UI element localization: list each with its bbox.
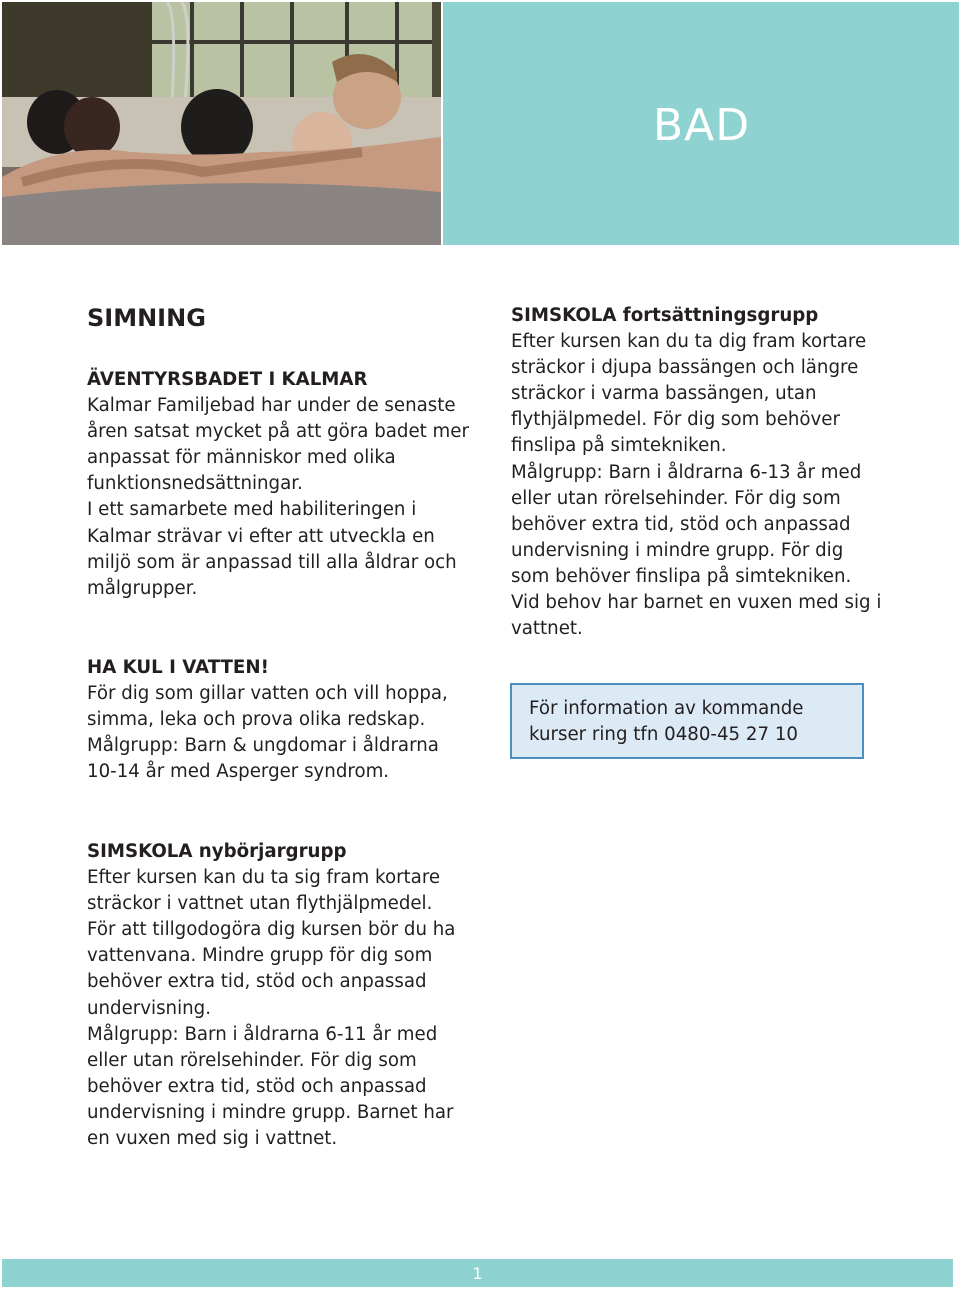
aventyrsbadet-heading: ÄVENTYRSBADET I KALMAR <box>87 369 368 390</box>
info-box <box>510 683 864 759</box>
page-number: 1 <box>472 1264 483 1283</box>
body-line: 10-14 år med Asperger syndrom. <box>87 761 390 783</box>
info-line: För information av kommande <box>529 698 804 719</box>
body-line: flythjälpmedel. För dig som behöver <box>511 409 840 431</box>
body-line: undervisning i mindre grupp. Barnet har <box>87 1101 454 1123</box>
body-line: behöver extra tid, stöd och anpassad <box>87 1075 427 1097</box>
body-line: funktionsnedsättningar. <box>87 473 303 495</box>
body-line: sträckor i varma bassängen, utan <box>511 383 817 405</box>
page-title: BAD <box>653 100 751 151</box>
hot-tub-photo-illustration <box>2 2 441 245</box>
body-line: behöver extra tid, stöd och anpassad <box>87 971 427 993</box>
body-line: Vid behov har barnet en vuxen med sig i <box>511 592 882 614</box>
body-line: en vuxen med sig i vattnet. <box>87 1128 338 1150</box>
body-line: undervisning i mindre grupp. För dig <box>511 539 844 561</box>
ha-kul-heading: HA KUL I VATTEN! <box>87 657 269 678</box>
info-line: kurser ring tfn 0480-45 27 10 <box>529 724 798 746</box>
body-line: undervisning. <box>87 997 211 1019</box>
aventyrsbadet-block <box>87 367 487 602</box>
body-line: Efter kursen kan du ta dig fram kortare <box>511 331 867 353</box>
body-line: För att tillgodogöra dig kursen bör du ha <box>87 919 456 941</box>
ha-kul-block <box>87 655 487 785</box>
footer-bar <box>2 1259 953 1287</box>
section-title: SIMNING <box>87 304 206 332</box>
body-line: eller utan rörelsehinder. För dig som <box>511 487 841 509</box>
nyborjar-block <box>87 839 487 1152</box>
body-line: Kalmar Familjebad har under de senaste <box>87 395 456 417</box>
body-line: miljö som är anpassad till alla åldrar och <box>87 551 457 573</box>
body-line: I ett samarbete med habiliteringen i <box>87 499 417 521</box>
body-line: behöver extra tid, stöd och anpassad <box>511 513 851 535</box>
body-line: sträckor i djupa bassängen och längre <box>511 357 859 379</box>
body-line: som behöver finslipa på simtekniken. <box>511 565 852 587</box>
body-line: finslipa på simtekniken. <box>511 435 727 457</box>
body-line: Målgrupp: Barn i åldrarna 6-11 år med <box>87 1023 438 1045</box>
body-line: anpassat för människor med olika <box>87 447 396 469</box>
fortsattning-heading: SIMSKOLA fortsättningsgrupp <box>511 305 819 326</box>
nyborjar-heading: SIMSKOLA nybörjargrupp <box>87 841 347 862</box>
body-line: Målgrupp: Barn i åldrarna 6-13 år med <box>511 461 862 483</box>
body-line: Målgrupp: Barn & ungdomar i åldrarna <box>87 735 439 757</box>
body-line: simma, leka och prova olika redskap. <box>87 709 426 731</box>
info-box-text <box>529 696 804 748</box>
body-line: vattnet. <box>511 618 583 640</box>
body-line: eller utan rörelsehinder. För dig som <box>87 1049 417 1071</box>
body-line: målgrupper. <box>87 577 198 599</box>
fortsattning-block <box>511 303 911 642</box>
body-line: För dig som gillar vatten och vill hoppa, <box>87 683 448 705</box>
body-line: vattenvana. Mindre grupp för dig som <box>87 945 433 967</box>
body-line: sträckor i vattnet utan flythjälpmedel. <box>87 893 433 915</box>
body-line: åren satsat mycket på att göra badet mer <box>87 421 469 443</box>
body-line: Efter kursen kan du ta sig fram kortare <box>87 867 441 889</box>
body-line: Kalmar strävar vi efter att utveckla en <box>87 525 435 547</box>
header-photo <box>2 2 441 245</box>
